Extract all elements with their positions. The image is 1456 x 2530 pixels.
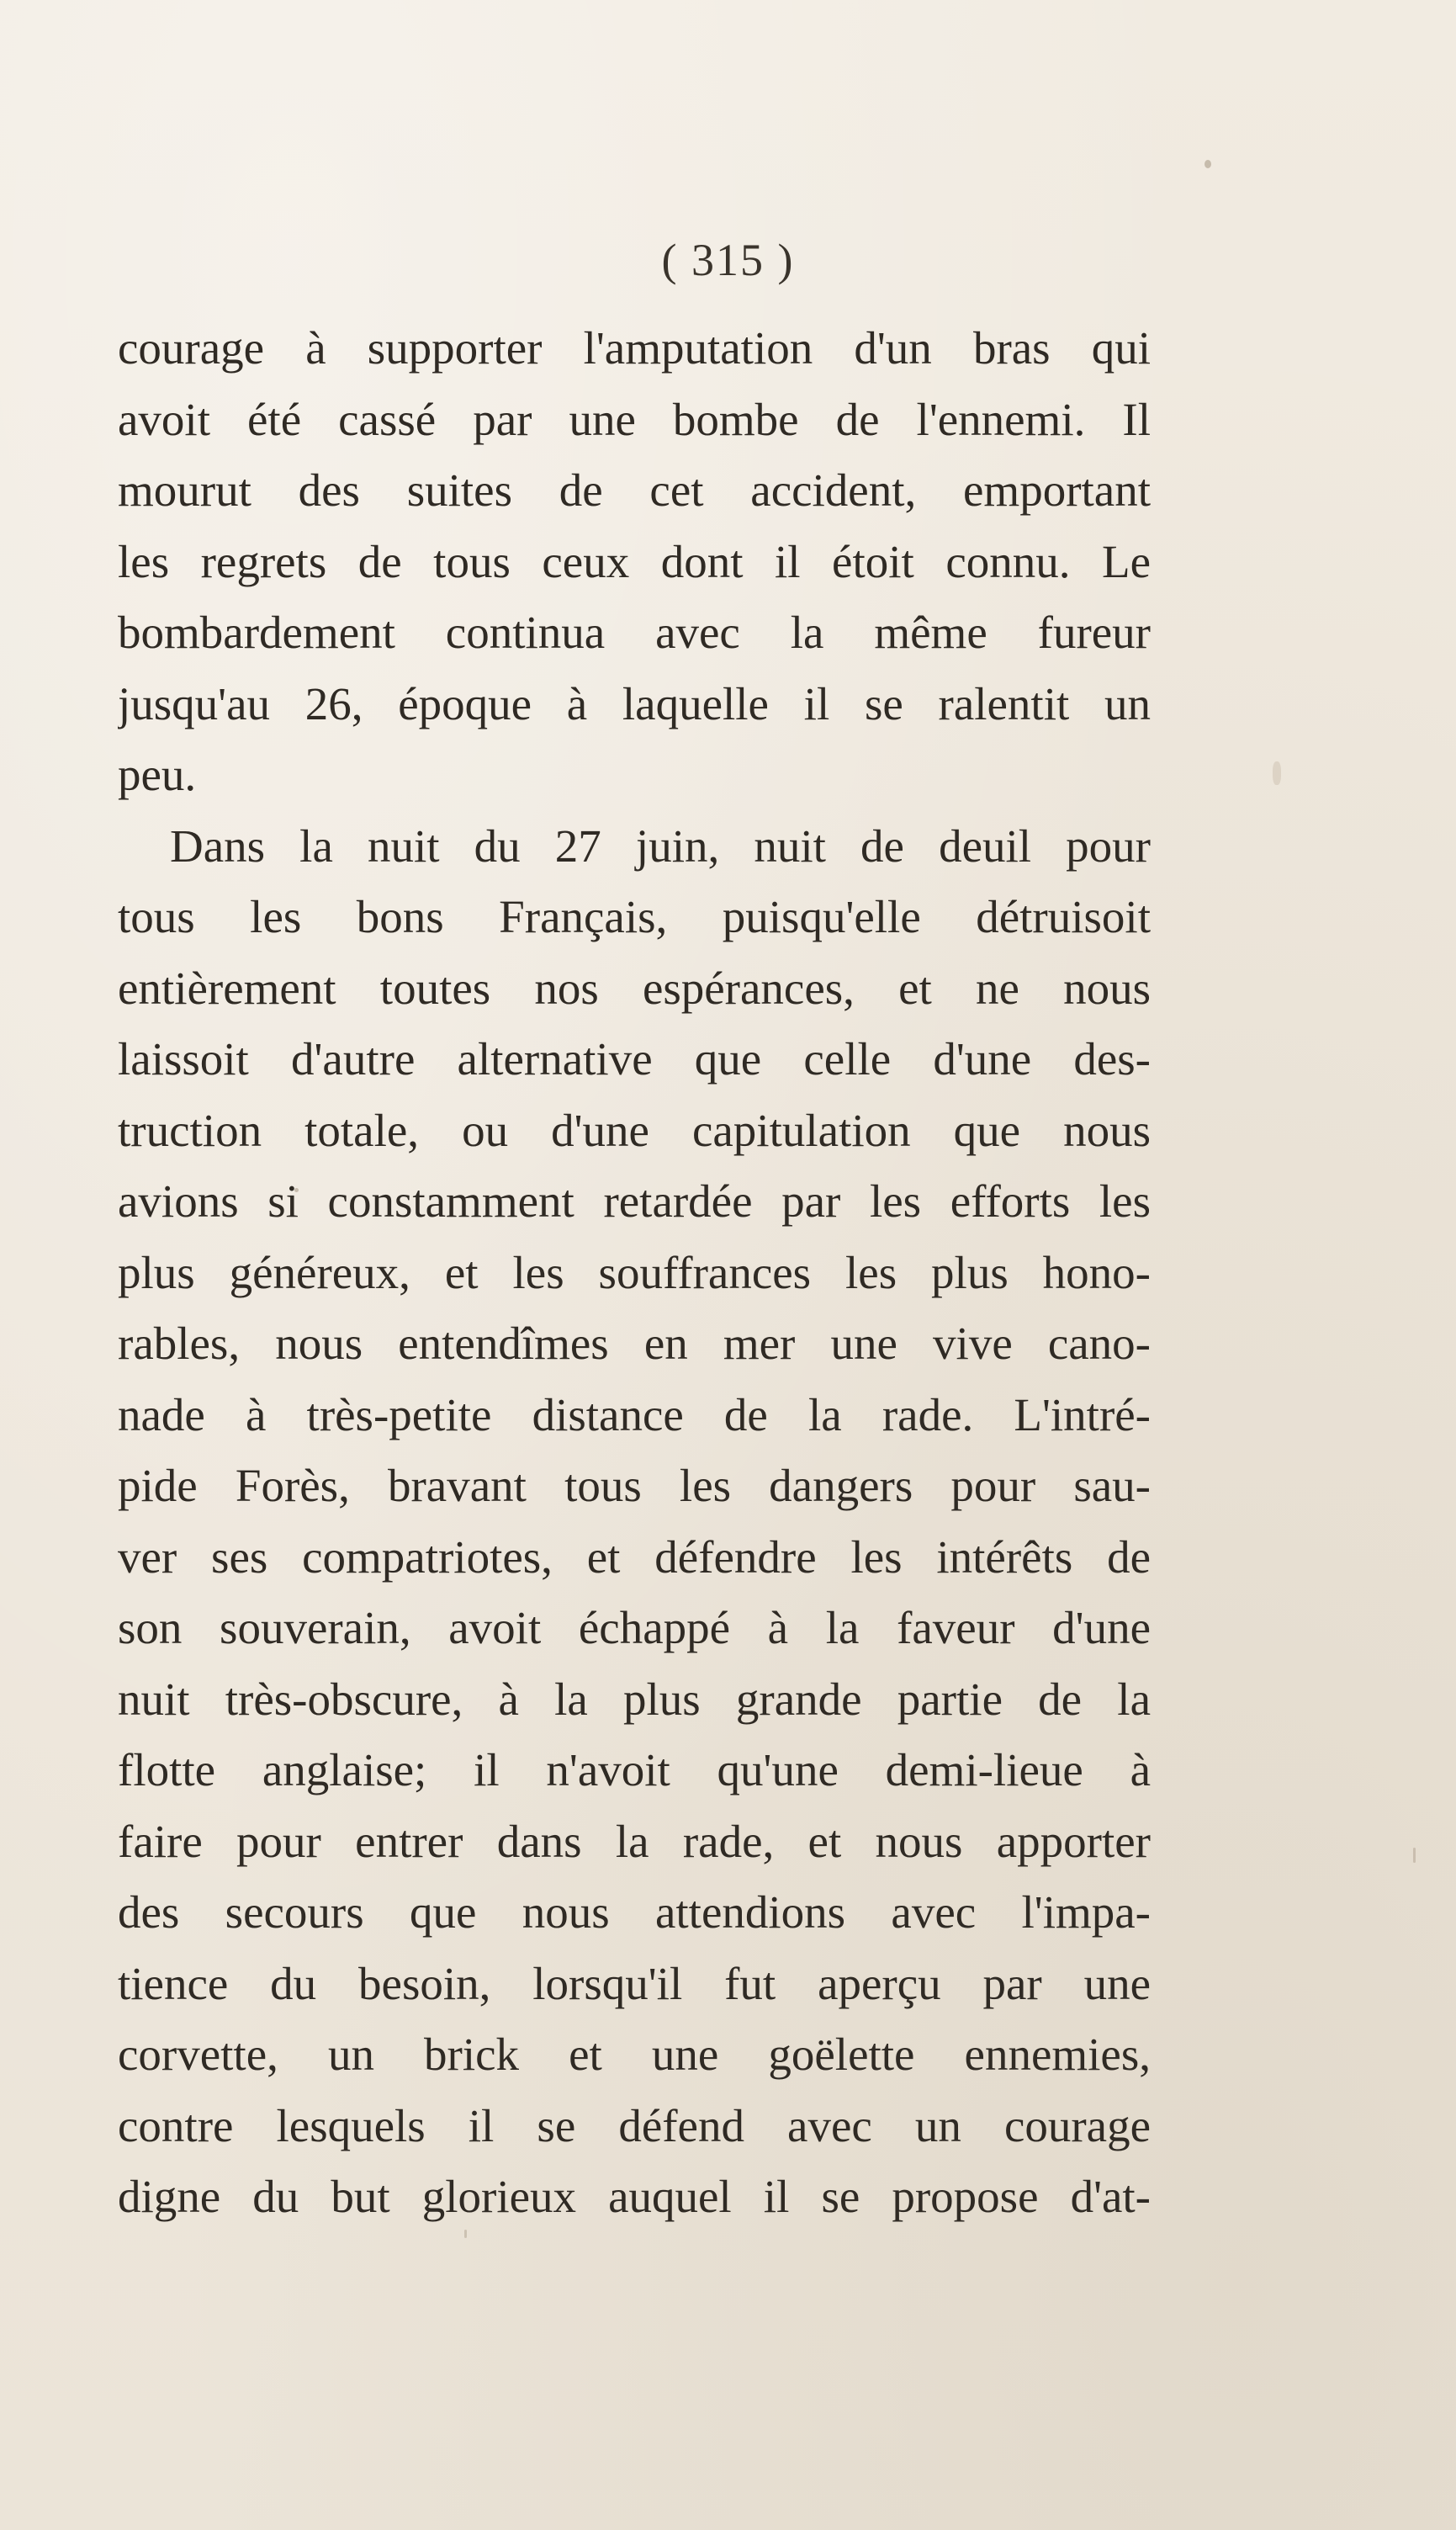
text-line: plus généreux, et les souffrances les plus hono- <box>118 1246 1151 1298</box>
text-line: jusqu'au 26, époque à laquelle il se ralentit un <box>118 677 1151 729</box>
paper-speck <box>1413 1848 1416 1863</box>
body-text <box>118 313 1151 2233</box>
text-line: flotte anglaise; il n'avoit qu'une demi-lieue à <box>118 1744 1151 1795</box>
text-line: digne du but glorieux auquel il se propose d'at- <box>118 2171 1151 2222</box>
text-line: entièrement toutes nos espérances, et ne nous <box>118 962 1151 1014</box>
text-line: laissoit d'autre alternative que celle d'une des- <box>118 1033 1151 1085</box>
text-line: mourut des suites de cet accident, emportant <box>118 464 1151 516</box>
text-line: bombardement continua avec la même fureur <box>118 607 1151 658</box>
text-line: contre lesquels il se défend avec un courage <box>118 2099 1151 2151</box>
text-line: avoit été cassé par une bombe de l'ennemi. Il <box>118 393 1151 445</box>
text-line: faire pour entrer dans la rade, et nous apporter <box>118 1815 1151 1867</box>
page-number: ( 315 ) <box>661 235 795 285</box>
text-line: truction totale, ou d'une capitulation que nous <box>118 1104 1151 1156</box>
text-line: avions si constamment retardée par les efforts les <box>118 1175 1151 1227</box>
paragraph-start-line: Dans la nuit du 27 juin, nuit de deuil pour <box>170 819 1151 872</box>
text-line: tous les bons Français, puisqu'elle détruisoit <box>118 891 1151 942</box>
text-line: son souverain, avoit échappé à la faveur d'une <box>118 1602 1151 1653</box>
text-line: des secours que nous attendions avec l'impa- <box>118 1886 1151 1938</box>
paper-speck <box>1273 761 1281 785</box>
paper-speck <box>1205 160 1211 168</box>
paper-speck <box>464 2230 467 2238</box>
text-line: nade à très-petite distance de la rade. L'intré- <box>118 1388 1151 1440</box>
text-line: courage à supporter l'amputation d'un bras qui <box>118 322 1151 374</box>
text-line: rables, nous entendîmes en mer une vive cano- <box>118 1318 1151 1369</box>
text-line: tience du besoin, lorsqu'il fut aperçu par une <box>118 1957 1151 2009</box>
text-line: pide Forès, bravant tous les dangers pour sau- <box>118 1460 1151 1511</box>
text-line: ver ses compatriotes, et défendre les intérêts de <box>118 1530 1151 1583</box>
paper-speck <box>294 1188 299 1192</box>
paragraph-end-line: peu. <box>118 749 197 800</box>
text-line: corvette, un brick et une goëlette ennemies, <box>118 2029 1151 2080</box>
text-line: les regrets de tous ceux dont il étoit connu. Le <box>118 535 1151 587</box>
text-line: nuit très-obscure, à la plus grande partie de la <box>118 1673 1151 1725</box>
